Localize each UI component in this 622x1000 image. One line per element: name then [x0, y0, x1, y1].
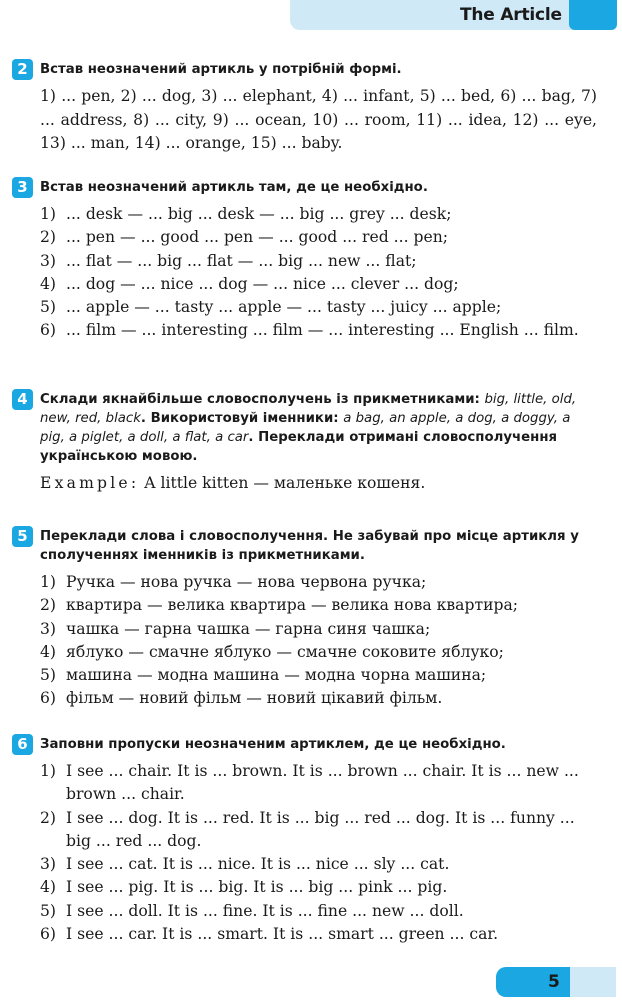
list-item — [12, 664, 597, 687]
list-item — [12, 807, 597, 854]
exercise-6-list — [12, 760, 597, 946]
exercise-4 — [12, 390, 597, 495]
item-text: I see ... dog. It is ... red. It is ... big ... red ... dog. It is ... funny ... big ... red ... dog. — [66, 808, 575, 850]
exercise-instruction: Переклади слова і словосполучення. Не забувай про місце артикля у сполученнях іменників із прикметниками. — [40, 529, 579, 563]
exercise-5-header — [12, 527, 597, 565]
nouns-list: a bag, an apple, a dog, a doggy, a pig, a piglet, a doll, a flat, a car — [40, 411, 571, 445]
example-label: Example: — [40, 474, 140, 492]
list-item — [12, 853, 597, 876]
header-tab — [569, 0, 617, 30]
item-text: ... flat — ... big ... flat — ... big ... new ... flat; — [66, 251, 417, 270]
item-text: ... desk — ... big ... desk — ... big ... grey ... desk; — [66, 205, 452, 223]
exercise-3-header — [12, 178, 597, 197]
item-number: 4) — [40, 274, 57, 293]
item-number: 1) — [40, 762, 57, 780]
exercise-2 — [12, 60, 597, 156]
item-text: фільм — новий фільм — новий цікавий фільм. — [66, 689, 443, 708]
item-text: Ручка — нова ручка — нова червона ручка; — [66, 573, 427, 591]
item-number: 3) — [40, 855, 57, 874]
item-number: 6) — [40, 689, 57, 708]
item-number: 4) — [40, 878, 57, 897]
exercise-instruction: Заповни пропуски неозначеним артиклем, де це необхідно. — [40, 737, 506, 752]
header-bar — [290, 0, 617, 30]
list-item — [12, 687, 597, 710]
exercise-2-header — [12, 60, 597, 79]
list-item — [12, 760, 597, 807]
exercise-6-header — [12, 735, 597, 754]
exercise-number-badge: 3 — [12, 177, 33, 198]
item-text: ... pen — ... good ... pen — ... good ... red ... pen; — [66, 228, 449, 247]
item-number: 5) — [40, 666, 57, 685]
list-item — [12, 296, 597, 319]
item-text: ... apple — ... tasty ... apple — ... tasty ... juicy ... apple; — [66, 298, 502, 317]
instruction-part-3: . Переклади отримані словосполучення українською мовою. — [40, 430, 558, 464]
item-text: I see ... cat. It is ... nice. It is ... nice ... sly ... cat. — [66, 855, 450, 874]
item-text: ... dog — ... nice ... dog — ... nice ... clever ... dog; — [66, 274, 459, 293]
list-item — [12, 618, 597, 641]
item-text: I see ... doll. It is ... fine. It is ... fine ... new ... doll. — [66, 901, 464, 920]
item-text: I see ... car. It is ... smart. It is ... smart ... green ... car. — [66, 925, 499, 944]
example-line — [12, 472, 597, 495]
exercise-number-badge: 6 — [12, 734, 33, 755]
item-text: чашка — гарна чашка — гарна синя чашка; — [66, 619, 431, 638]
item-number: 6) — [40, 925, 57, 944]
item-number: 5) — [40, 901, 57, 920]
item-text: квартира — велика квартира — велика нова квартира; — [66, 596, 519, 615]
instruction-part-1: Склади якнайбільше словосполучень із прикметниками: — [40, 392, 485, 407]
instruction-part-2: . Використовуй іменники: — [140, 411, 344, 426]
list-item — [12, 594, 597, 617]
list-item — [12, 250, 597, 273]
list-item — [12, 876, 597, 899]
item-number: 4) — [40, 642, 57, 661]
list-item — [12, 641, 597, 664]
list-item — [12, 900, 597, 923]
page-title: The Article — [460, 5, 562, 25]
item-text: ... film — ... interesting ... film — ... interesting ... English ... film. — [66, 321, 579, 340]
item-text: яблуко — смачне яблуко — смачне соковите яблуко; — [66, 642, 504, 661]
item-number: 2) — [40, 808, 57, 827]
item-number: 2) — [40, 596, 57, 615]
exercise-instruction: Встав неозначений артикль у потрібній формі. — [40, 62, 402, 77]
list-item — [12, 319, 597, 342]
list-item — [12, 923, 597, 946]
exercise-text: 1) ... pen, 2) ... dog, 3) ... elephant, 4) ... infant, 5) ... bed, 6) ... bag, 7) ... address, 8) ... city, 9) ... ocean, 10) ... room, 11) ... idea, 12) ... eye, 13) ... man, 14) ... orange, 15) ... baby. — [40, 87, 597, 152]
item-number: 1) — [40, 573, 57, 591]
exercise-number-badge: 2 — [12, 59, 33, 80]
item-number: 6) — [40, 321, 57, 340]
exercise-4-header — [12, 390, 597, 466]
list-item — [12, 571, 597, 594]
item-text: I see ... chair. It is ... brown. It is ... brown ... chair. It is ... new ... brown ... chair. — [66, 762, 579, 804]
exercise-6 — [12, 735, 597, 946]
exercise-number-badge: 5 — [12, 526, 33, 547]
exercise-number-badge: 4 — [12, 389, 33, 410]
item-text: I see ... pig. It is ... big. It is ... big ... pink ... pig. — [66, 878, 448, 897]
item-number: 3) — [40, 251, 57, 270]
adjectives-list: big, little, old, new, red, black — [40, 392, 577, 426]
item-number: 5) — [40, 298, 57, 317]
example-text: A little kitten — маленьке кошеня. — [139, 474, 426, 492]
exercise-5-list — [12, 571, 597, 711]
item-text: машина — модна машина — модна чорна машина; — [66, 666, 487, 685]
item-number: 2) — [40, 228, 57, 247]
exercise-3 — [12, 178, 597, 343]
list-item — [12, 273, 597, 296]
item-number: 3) — [40, 619, 57, 638]
item-number: 1) — [40, 205, 57, 223]
exercise-instruction: Встав неозначений артикль там, де це необхідно. — [40, 180, 428, 195]
exercise-5 — [12, 527, 597, 711]
page-number: 5 — [548, 972, 560, 992]
list-item — [12, 226, 597, 249]
list-item — [12, 203, 597, 226]
exercise-3-list — [12, 203, 597, 343]
